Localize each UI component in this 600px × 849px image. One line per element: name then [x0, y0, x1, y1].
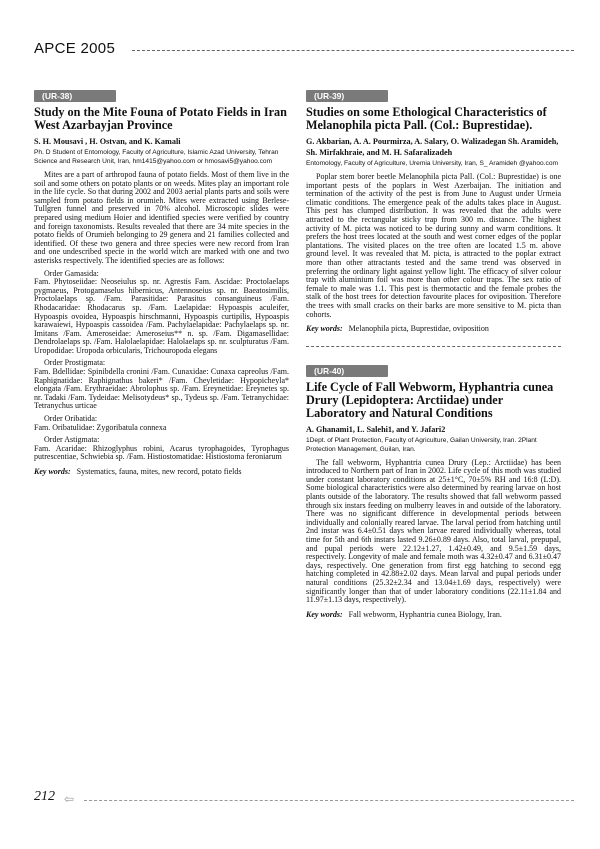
keywords-label: Key words: — [306, 324, 343, 334]
keywords-text: Melanophila picta, Buprestidae, oviposition — [348, 324, 489, 334]
right-column — [306, 86, 561, 619]
article-affiliation: 1Dept. of Plant Protection, Faculty of Agriculture, Gailan University, Iran. 2Plant Protection Management, Guilan, Iran. — [306, 436, 537, 453]
page-header — [34, 40, 574, 60]
keywords — [34, 468, 289, 477]
article-abstract — [306, 173, 561, 319]
section-gamasida — [34, 270, 289, 356]
article-authors: S. H. Mousavi , H. Ostvan, and K. Kamali — [34, 137, 181, 146]
header-title: APCE 2005 — [34, 40, 116, 57]
article-authors: A. Ghanami1, L. Salehi1, and Y. Jafari2 — [306, 424, 446, 434]
section-head: Order Prostigmata: — [44, 358, 106, 368]
section-body: Fam. Oribatulidae: Zygoribatula connexa — [34, 422, 167, 432]
keywords-label: Key words: — [306, 609, 343, 619]
article-ur-40 — [306, 361, 561, 620]
article-affiliation: Entomology, Faculty of Agriculture, Uremia University, Iran, S_ Aramideh @yahoo.com — [306, 160, 558, 167]
abstract-text: The fall webworm, Hyphantria cunea Drury (Lep.: Arctiidae) has been introduced to Northern part of Iran in 2002. Life cycle of this moth was studied under constant laboratory conditions at 25±1°C, 70±5% RH and 16:8 (L:D). Some biological characteristics were also determined by rearing larvae on host plants outside of the laboratory. The results showed that fall webworm passed through six instars feeding on mulberry leaves in and outside of the laboratory. There was no significant difference in developmental periods between individually and colonially reared larvae. The larval period from hatching until 2nd instar was 6.4±0.51 days when larvae reared individually whereas, total time for 5th and 6th instars lasted 9.26±0.89 days. Also, total larval, prepupal, and pupal periods were 22.12±1.27, 1.42±0.49, and 9.5±1.59 days, respectively. Longevity of male and female moth was 4.32±0.47 and 6.31±0.47 days, respectively. One generation from first egg hatching to second egg hatching completed in 42.88±2.02 days. Mean larval and pupal periods under natural conditions (25.32±2.34 and 13.04±1.69 days, respectively) were significantly longer than that of under laboratory conditions (22.11±1.84 and 11.97±1.13 days, respectively). — [306, 457, 561, 605]
keywords-label: Key words: — [34, 467, 71, 476]
keywords-text: Fall webworm, Hyphantria cunea Biology, Iran. — [348, 609, 502, 619]
keywords-text: Systematics, fauna, mites, new record, potato fields — [76, 467, 242, 476]
back-arrow-icon: ⇦ — [64, 792, 75, 806]
article-abstract — [34, 171, 289, 266]
abstract-text: Poplar stem borer beetle Melanophila picta Pall. (Col.: Buprestidae) is one important pests of the poplars in West Azerbaijan. The initiation and termination of the activity of the pest is from June to August under Urmeia climatic conditions. The emergence peak of the adults takes place in August. This pest has clumped distribution. It was revealed that the adults were attracted to the rectangular sticky trap from 300 m. distance. The highest activity of M. picta was noticed to be during sunny and warm conditions. It prefers the host trees located at the south and west corner edges of the poplar plantations. The visited places on the tree often are located 1.5 m. above ground level. It was revealed that M. picta, is attracted to the poplar extract more than other attractants tested and the same trend was observed in preferring the ordinary light against yellow light. The efficacy of silver colour trap with aluminium foil was more than other colour traps. The sex ratio of female to male was 1.1. This pest is thermotactic and the female probes the stalk of the host trees for detection favourite places for oviposition. Therefore the trees with small cracks on their barks are more sensitive to M. picta than cohorts. — [306, 172, 561, 319]
article-id-badge: (UR-40) — [306, 365, 388, 377]
section-body: Fam. Phytoseiidae: Neoseiulus sp. nr. Agrestis Fam. Ascidae: Proctolaelaps pygmaeus, Protogamaselus hibernicus, Antennoseius sp. nr. Baeatosimilis, Proctolaelaps sp. /Fam. Parasitidae: Parasitus consanguineus /Fam. Rhodacaridae: Rhodacarus sp. /Fam. Laelapidae: Hypoaspis aculeifer, Hypoaspis ovoidea, Hypoaspis hirschmanni, Hypoaspis curtipilis, Hypoaspis karawaiewi, Hypoaspis cassoidea /Fam. Pachylaelapidae: Pachylaelaps sp. nr. Imitans /Fam. Ameroseidae: Ameroseius** n. sp. /Fam. Digamasellidae: Dendrolaelaps sp. /Fam. Halolaelapidae: Halolaelaps sp. nr. sculpturatus /Fam. Uropodidae: Uropoda orbicularis, Trichouropoda elegans — [34, 277, 289, 355]
page-number: 212 — [34, 789, 55, 804]
footer-rule — [84, 800, 574, 801]
article-divider — [306, 346, 561, 347]
article-abstract — [306, 459, 561, 605]
section-body: Fam. Acaridae: Rhizoglyphus robini, Acarus tyrophagoides, Tyrophagus putrescentiae, Schwiebia sp. /Fam. Histiostomatidae: Histiostoma feroniarum — [34, 443, 289, 462]
keywords — [306, 611, 561, 620]
keywords — [306, 325, 561, 334]
article-id-badge: (UR-39) — [306, 90, 388, 102]
header-rule — [132, 50, 574, 51]
article-id-badge: (UR-38) — [34, 90, 116, 102]
article-title: Study on the Mite Founa of Potato Fields in Iran West Azarbayjan Province — [34, 105, 287, 132]
section-oribatida — [34, 415, 289, 432]
section-head: Order Gamasida: — [44, 268, 99, 278]
article-title: Studies on some Ethological Characteristics of Melanophila picta Pall. (Col.: Buprestidae). — [306, 105, 547, 132]
article-ur-39 — [306, 86, 561, 334]
section-astigmata — [34, 436, 289, 462]
section-body: Fam. Bdellidae: Spinibdella cronini /Fam. Cunaxidae: Cunaxa capreolus /Fam. Raphignatidae: Raphignathus bakeri* /Fam. Cheyletidae: Hypopicheyla* elongata /Fam. Erythraeidae: Abrolophus sp. /Fam. Ereynetidae: Ereynetes sp. nr. Tadaki /Fam. Tydeidae: Melisotydeus* sp., Tydeus sp. /Fam. Tetranychidae: Tetranychus urticae — [34, 367, 289, 411]
abstract-text: Mites are a part of arthropod fauna of potato fields. Most of them live in the soil and some others on potato plants or on weeds. Mites play an important role in the life cycle. So that during 2002 and 2003 aerial plants parts and soils were sampled from potato fields in orumieh. Mites were extracted using Berlese-Tullgren funnel and preserved in 70% alcohol. Microscopic slides were prepared using medium Hoier and identified species were verified by country and foreign taxonomists. Results revealed that there are 34 mite species in the potato fields of Orumieh belonging to 29 genera and 21 families collected and identified. Of these two genera and three species were new record from Iran and one undescribed specie in the world witch are marked with one and two asterisks respectively. The identified species are as follows: — [34, 170, 289, 265]
article-title: Life Cycle of Fall Webworm, Hyphantria cunea Drury (Lepidoptera: Arctiidae) under Laboratory and Natural Conditions — [306, 379, 554, 420]
article-ur-38 — [34, 86, 289, 477]
section-prostigmata — [34, 359, 289, 411]
section-head: Order Astigmata: — [44, 435, 100, 445]
article-affiliation: Ph. D Student of Entomology, Faculty of Agriculture, Islamic Azad University, Tehran Science and Research Unit, Iran, hm1415@yahoo.com or hmosavi5@yahoo.com — [34, 149, 279, 165]
article-authors: G. Akbarian, A. A. Pourmirza, A. Salary, O. Walizadegan Sh. Aramideh, Sh. Mirfakhraie, and M. H. Safaralizadeh — [306, 137, 559, 157]
section-head: Order Oribatida: — [44, 414, 98, 424]
